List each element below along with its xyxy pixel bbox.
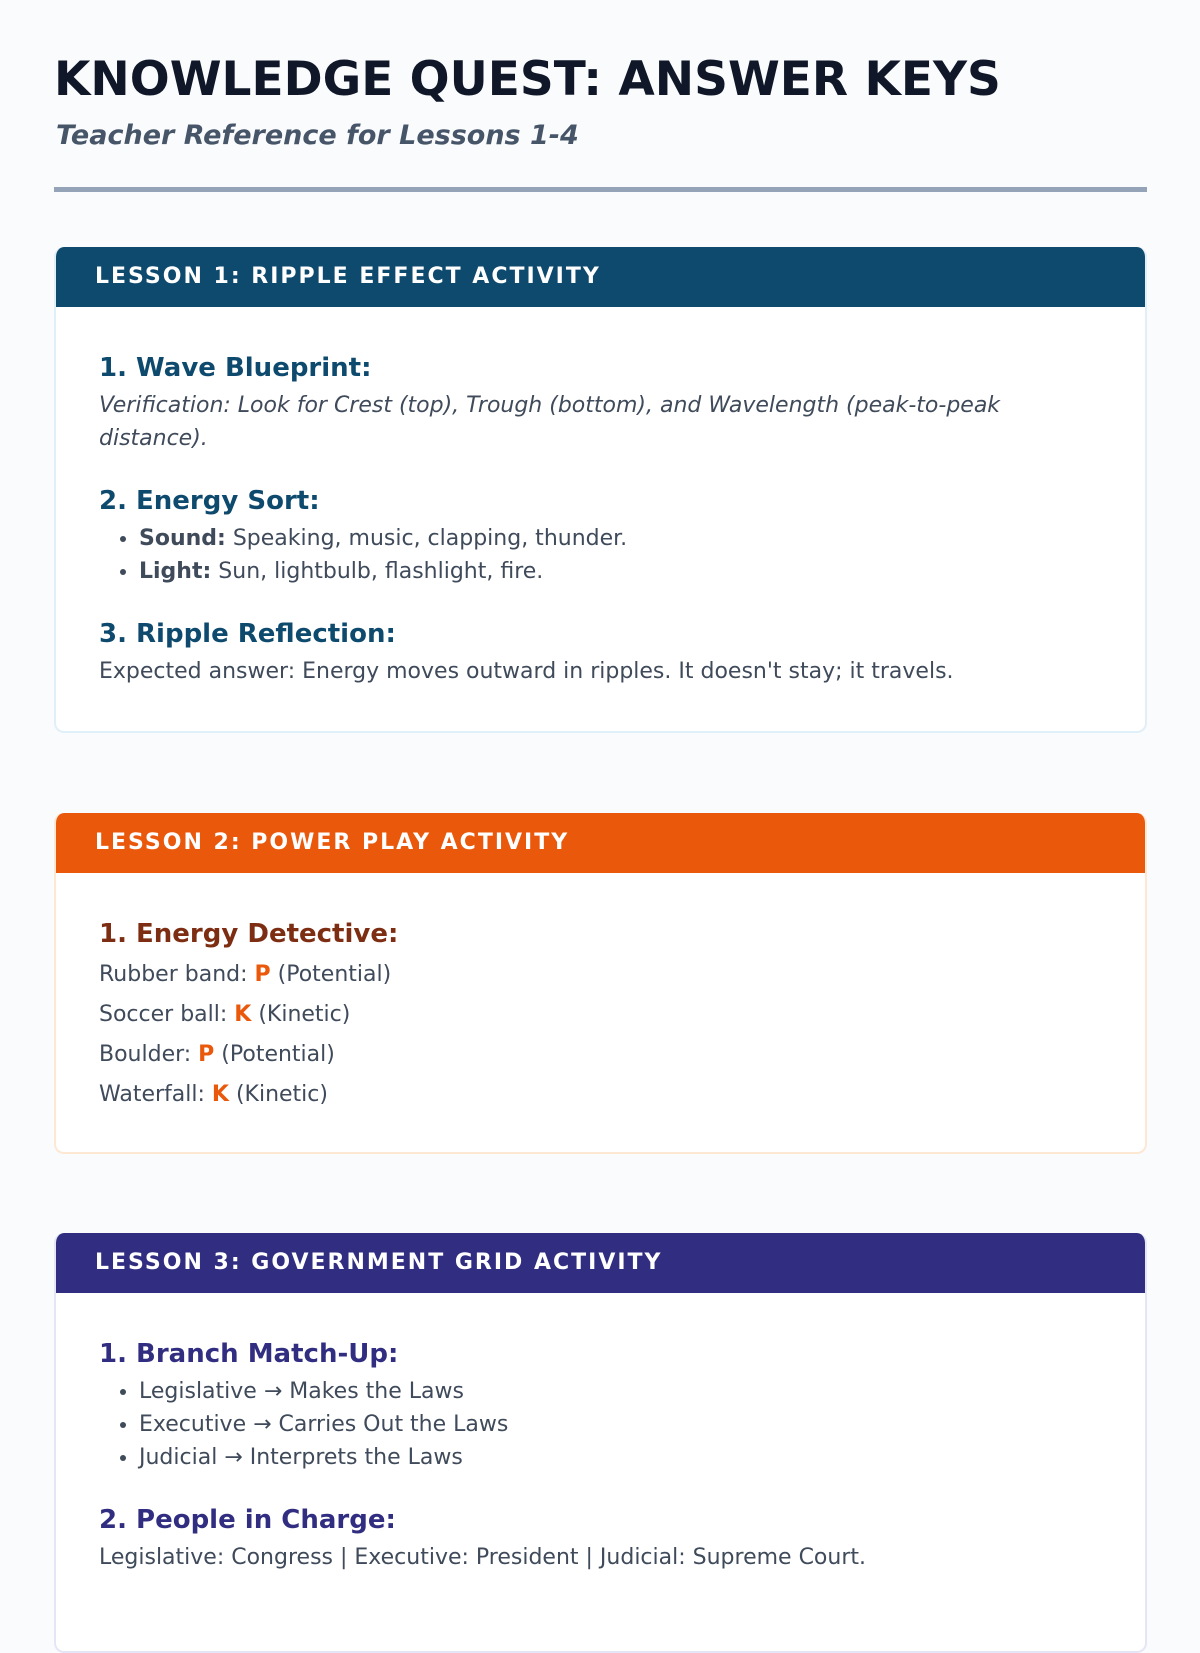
list-item: • Judicial → Interprets the Laws xyxy=(139,1441,1105,1474)
answer-row xyxy=(99,995,1105,1035)
lesson-3-card xyxy=(54,1233,1147,1653)
item-name: Waterfall: xyxy=(99,1082,212,1107)
list-item-text: Speaking, music, clapping, thunder. xyxy=(225,526,628,551)
lesson-1-heading: LESSON 1: RIPPLE EFFECT ACTIVITY xyxy=(56,247,1145,307)
question-answer: Verification: Look for Crest (top), Trough (bottom), and Wavelength (peak-to-peak distance). xyxy=(99,393,1001,451)
lesson-3-heading: LESSON 3: GOVERNMENT GRID ACTIVITY xyxy=(56,1233,1145,1293)
lesson-1-question-2 xyxy=(99,486,1105,588)
lesson-1-card xyxy=(54,247,1147,733)
lesson-1-question-1 xyxy=(99,353,1105,455)
item-name: Rubber band: xyxy=(99,962,255,987)
question-title: 3. Ripple Reflection: xyxy=(99,619,396,649)
list-item-label: Light: xyxy=(139,559,212,584)
question-title: 2. Energy Sort: xyxy=(99,486,320,516)
lesson-2-question-1 xyxy=(99,919,1105,1115)
energy-type: (Kinetic) xyxy=(228,1082,328,1107)
list-item-label: Sound: xyxy=(139,526,226,551)
answer-list xyxy=(99,522,1105,588)
header-divider xyxy=(54,187,1147,192)
question-title: 1. Wave Blueprint: xyxy=(99,353,372,383)
answer-row xyxy=(99,1075,1105,1115)
answer-row xyxy=(99,1035,1105,1075)
list-item: • Legislative → Makes the Laws xyxy=(139,1375,1105,1408)
list-item xyxy=(139,555,1105,588)
answer-list xyxy=(99,1375,1105,1474)
energy-mark: K xyxy=(234,1002,252,1027)
page-subtitle: Teacher Reference for Lessons 1-4 xyxy=(56,120,579,151)
list-item: • Executive → Carries Out the Laws xyxy=(139,1408,1105,1441)
lesson-3-question-2 xyxy=(99,1505,1105,1574)
question-title: 2. People in Charge: xyxy=(99,1505,396,1535)
lesson-2-card xyxy=(54,813,1147,1154)
energy-mark: P xyxy=(254,962,271,987)
item-name: Soccer ball: xyxy=(99,1002,235,1027)
answer-row xyxy=(99,955,1105,995)
energy-type: (Potential) xyxy=(270,962,392,987)
page-title: KNOWLEDGE QUEST: ANSWER KEYS xyxy=(54,52,1001,107)
lesson-1-question-3 xyxy=(99,619,1105,688)
list-item-text: Sun, lightbulb, flashlight, fire. xyxy=(211,559,544,584)
question-answer: Expected answer: Energy moves outward in ripples. It doesn't stay; it travels. xyxy=(99,659,954,684)
question-answer: Legislative: Congress | Executive: President | Judicial: Supreme Court. xyxy=(99,1545,866,1570)
question-title: 1. Branch Match-Up: xyxy=(99,1339,399,1369)
lesson-3-question-1 xyxy=(99,1339,1105,1474)
energy-type: (Potential) xyxy=(214,1042,335,1067)
energy-mark: K xyxy=(211,1082,229,1107)
list-item xyxy=(139,522,1105,555)
energy-type: (Kinetic) xyxy=(251,1002,351,1027)
lesson-2-heading: LESSON 2: POWER PLAY ACTIVITY xyxy=(56,813,1145,873)
item-name: Boulder: xyxy=(99,1042,199,1067)
energy-mark: P xyxy=(198,1042,215,1067)
question-title: 1. Energy Detective: xyxy=(99,919,399,949)
